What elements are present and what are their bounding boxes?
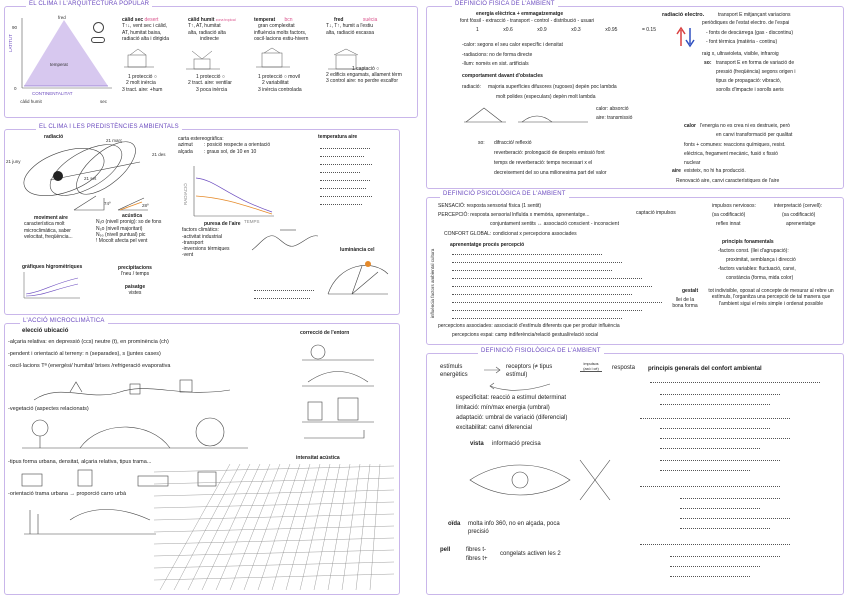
radiacio-line: molt polides (especulars) depèn molt lambda <box>496 94 596 100</box>
energia-heading: energia elèctrica + emmagatzematge <box>476 11 564 17</box>
aire-desc: Renovació aire, canvi característiques de l'aire <box>676 178 780 184</box>
section-title-climate-architecture: EL CLIMA I L'ARQUITECTURA POPULAR <box>26 1 152 9</box>
precip-block <box>110 265 160 296</box>
so-physical-line: transport E en forma de variació de <box>716 60 795 66</box>
climate-col-tag: zona tropical <box>215 18 236 22</box>
acustica-line: N₅o (nivell majoritari) <box>96 225 143 232</box>
efficiency-value: x0.9 <box>537 27 547 33</box>
climate-col-line: indirecte <box>200 35 219 42</box>
calor-desc: en canvi transformació per qualitat <box>716 132 793 138</box>
tri-label-fred: fred <box>58 15 66 20</box>
perception-notes <box>452 302 662 304</box>
principis-heading: principis fonamentals <box>722 239 774 245</box>
climate-col-line: T↓, T↑, humit a l'estiu <box>326 23 373 30</box>
interpretacio-sub: (sa codificació) <box>782 212 816 218</box>
principis-line: proximitat, semblança i direcció <box>726 257 796 263</box>
trama-sketch <box>20 500 160 540</box>
climate-col-note: 1 protecció ○ <box>196 74 225 80</box>
climate-col-heading: fred <box>334 17 344 23</box>
principis-line: -factors const. (llei d'agrupació): <box>718 248 789 254</box>
impulsos-tag: impulsos (axò i cé) <box>580 362 602 372</box>
aire-heading: aire <box>672 168 681 174</box>
raig-line: raig x, ultravioleta, visible, infraroig <box>702 51 779 57</box>
fonts-comuns: elèctrica, fregament mecànic, fusió x fissió <box>684 151 778 157</box>
acoustic-grid-line <box>370 464 380 590</box>
comportament-heading: comportament davant d'obstacles <box>462 73 543 79</box>
fonts-comuns: nuclear <box>684 160 701 166</box>
acoustic-grid-line <box>154 490 394 496</box>
correccio-heading: correcció de l'entorn <box>300 330 350 336</box>
principis-line: -factors variables: fluctuació, canvi, <box>718 266 796 272</box>
temp-aire-heading: temperatura aire <box>318 134 358 140</box>
acustica-line: N₉₀ (nivell puntual) pic <box>96 231 146 238</box>
acoustic-grid-line <box>230 464 280 590</box>
fonts-comuns: fonts + comunes: reaccions químiques, resist. <box>684 142 786 148</box>
principles-notes <box>640 544 790 546</box>
angle-label-74: 74º <box>104 201 111 206</box>
climate-col-note: 1 protecció ○ movil <box>258 74 300 80</box>
carta-alcada: alçada <box>178 148 193 155</box>
perception-notes <box>452 278 642 280</box>
principles-notes <box>660 448 760 450</box>
climate-col-note: 1 protecció ○ <box>128 74 157 80</box>
percepcio-line: PERCEPCIÓ: resposta sensorial lnfluïda x memòria, aprenentatge... <box>438 212 590 218</box>
temp-aire-notes <box>320 156 364 158</box>
acoustic-grid-line <box>154 574 394 580</box>
principles-notes <box>680 498 780 500</box>
efficiency-value: x0.6 <box>503 27 513 33</box>
climate-col-line: AT, humitat baixa, <box>122 29 162 36</box>
ubicacio-item: -pendent i orientació al terreny: n (separades), s (juntes cases) <box>8 351 161 357</box>
aprenentatge-heading: aprenentatge procés percepció <box>450 242 525 248</box>
precip-heading: precipitacions <box>118 265 152 271</box>
sensacio-line: SENSACIÓ: resposta sensorial física (1 sentit) <box>438 203 542 209</box>
climate-col-note: 3 tract. aire: +hum <box>122 86 163 93</box>
oida-desc: molta info 360, no en alçada, poca precisió <box>468 521 560 535</box>
puresa-line: -transport <box>182 239 204 246</box>
radiacio-electro-line: transport E mitjançant variacions <box>718 12 791 18</box>
vista-desc: informació precisa <box>492 441 541 447</box>
principles-notes <box>660 438 790 440</box>
climate-col-note: 3 inèrcia controlada <box>258 86 302 93</box>
impulsos-label: impulsos nerviosos: <box>712 203 756 209</box>
so-line: difracció/ reflexió <box>494 140 532 146</box>
ubicacio-item: -oscil·lacions Tª (energèsi/ humitat/ brises /refrigeració evaporativa <box>8 363 171 369</box>
section-title-psychological-definition: DEFINICIÓ PSICOLÒGICA DE L'AMBIENT <box>440 191 569 199</box>
climate-col-note: 2 tract. aire: ventilar <box>188 80 232 87</box>
higro-graph <box>22 272 82 302</box>
assoc-line: percepcions espai: camp indiferència/relació gestual/relació social <box>452 332 599 338</box>
principles-notes <box>680 528 770 530</box>
principis-generals-heading: principis generals del confort ambiental <box>648 366 762 372</box>
efficiency-value: x0.95 <box>605 27 618 33</box>
temp-aire-notes <box>320 148 370 150</box>
fisio-prop: limitació: mín/max energia (umbral) <box>456 405 550 411</box>
perception-notes <box>452 262 622 264</box>
acustica-line: ! Mocolt afecta pel vent <box>96 238 148 244</box>
principles-notes <box>640 486 780 488</box>
ubicacio-item: -vegetació (aspectes relacionats) <box>8 406 89 412</box>
so-physical-heading: so: <box>704 60 712 66</box>
pell-fibres: fibres t- <box>466 547 487 553</box>
aprenentatge-label: aprenentatge <box>786 221 816 227</box>
so-label: so: <box>478 140 485 146</box>
flow-arrow-icon <box>484 366 504 374</box>
acoustic-grid-line <box>314 464 340 590</box>
moviment-block <box>24 215 94 240</box>
calor-line: -radiacions: no de forma directe <box>462 52 533 58</box>
pell-heading: pell <box>440 547 451 553</box>
principles-notes <box>660 470 750 472</box>
principles-notes <box>670 556 780 558</box>
climate-col-heading: càlid humit <box>188 17 215 23</box>
gestalt-heading: gestalt <box>682 288 699 294</box>
calor-line: -calor: segons el seu calor específic i densitat <box>462 42 563 48</box>
angle-label-28: 28º <box>142 203 149 208</box>
climate-col-note: 2 molt inèrcia <box>126 80 156 87</box>
temperature-arrows-icon <box>676 26 696 48</box>
calor-line: -llum: només en sist. artificials <box>462 61 529 67</box>
eleccio-heading: elecció ubicació <box>22 328 69 334</box>
temp-aire-notes <box>320 196 372 198</box>
climate-col-line: T↑, AT, humitat <box>188 23 221 30</box>
axis-temps: TEMPS <box>244 219 260 224</box>
sun-label-marc: 21 març <box>106 138 123 143</box>
ubicacio-item: -alçaria relativa: en depressió (ccs) neutre (t), en prominència (ch) <box>8 339 169 345</box>
sun-label-juny: 21 juny <box>6 159 21 164</box>
resposta-label: resposta <box>612 365 636 371</box>
acoustic-grid-line <box>154 502 394 508</box>
carta-heading: carta estereogràfica: <box>178 136 224 142</box>
perception-notes <box>452 254 602 256</box>
climate-col-line: influència molts factors, <box>254 29 307 36</box>
acoustic-grid-line <box>154 562 394 568</box>
principles-notes <box>650 382 820 384</box>
principles-notes <box>660 460 780 462</box>
carta-azimut-desc: : posició respecte a orientació <box>204 142 271 149</box>
efficiency-value: = 0.15 <box>641 27 656 33</box>
ubicacio-item: -tipus forma urbana, densitat, alçaria relativa, tipus trama... <box>8 459 152 465</box>
principles-notes <box>660 428 770 430</box>
percepcio-line: conjuntament sentits ↔ associació conscient - inconscient <box>490 221 619 227</box>
correccio-sketches <box>298 338 378 448</box>
bottom-notes <box>254 290 314 292</box>
climate-col-line: radiació alta i dirigida <box>122 35 169 42</box>
so-line: decreixement del so una milionesima part del valor <box>494 170 607 176</box>
tri-label-calid-humit: càlid humit <box>20 99 42 104</box>
puresa-line: -inversions tèrmiques <box>182 246 230 252</box>
principles-notes <box>680 518 790 520</box>
principles-notes <box>660 404 770 406</box>
perception-notes <box>452 294 632 296</box>
radiation-time-graph <box>186 166 276 222</box>
microclimate-sketch <box>30 372 250 406</box>
acoustic-grid-line <box>202 464 260 590</box>
vegetation-sketch <box>20 414 250 454</box>
radiacio-line: majoria superfícies difusores (rugoses) depèn poc lambda <box>488 84 617 90</box>
so-line: reverberació: prolongació de després emissió font <box>494 150 605 156</box>
precip-line: l'neu / temps <box>120 271 150 278</box>
temp-aire-notes <box>320 180 370 182</box>
climate-col-note: 3 control aire: no perdre escalfor <box>326 78 398 85</box>
perception-notes <box>452 286 652 288</box>
section-title-physical-definition: DEFINICIÓ FÍSICA DE L'AMBIENT <box>452 1 558 9</box>
section-title-physiological-definition: DEFINICIÓ FISIOLÒGICA DE L'AMBIENT <box>478 348 604 356</box>
bottom-notes <box>254 298 310 300</box>
tri-axis-y90: 90 <box>12 25 18 30</box>
luminancia-diagram <box>322 254 392 300</box>
acoustic-grid-line <box>154 466 394 472</box>
principles-notes <box>640 418 790 420</box>
tri-label-temperat: temperat <box>50 62 68 67</box>
sun-label-des: 21 des <box>152 152 166 157</box>
calor-heading: calor <box>684 123 696 129</box>
temp-aire-notes <box>320 204 362 206</box>
gestalt-desc: tot indivisible, oposat al concepte de mesurar al rebre un estímuls, l'organitza una percepció de tal manera que l'ambient sigui el més simple i ordenat possible <box>708 288 834 307</box>
principis-line: constància (forma, mida color) <box>726 275 794 281</box>
building-sketches <box>122 47 412 77</box>
acustica-heading: acústica <box>122 213 143 219</box>
carta-block <box>178 136 298 155</box>
graf-higro-heading: gràfiques higromètriques <box>22 264 83 270</box>
tri-axis-y0: 0 <box>14 86 17 91</box>
radiacio-electro-line: periòdiques de l'estat electro. de l'espai <box>702 20 790 26</box>
acustica-block <box>96 213 176 244</box>
temp-aire-notes <box>320 172 360 174</box>
acoustic-intensity-chart <box>150 462 396 592</box>
efficiency-value: x0.3 <box>571 27 581 33</box>
climate-col-note: 2 edificis engamats, allament tèrm <box>326 72 402 78</box>
carta-azimut: azimut <box>178 142 193 149</box>
puresa-line: -activitat industrial <box>182 233 223 240</box>
acoustic-grid-line <box>154 514 394 520</box>
intensitat-heading: intensitat acústica <box>296 455 340 461</box>
oida-heading: oïda <box>448 521 461 527</box>
acoustic-grid-line <box>154 538 394 544</box>
feedback-arrow-icon <box>486 380 556 394</box>
climate-col-note: 3 poca inèrcia <box>196 86 228 93</box>
luminancia-heading: luminància cel <box>340 247 375 253</box>
axis-radiacio: RADIACIÓ <box>183 183 188 205</box>
fisio-prop: adaptació: umbral de variació (diferencial) <box>456 415 568 421</box>
vista-heading: vista <box>470 441 484 447</box>
estimuls-label: estímuls energètics <box>440 364 468 378</box>
puresa-heading: puresa de l'aire <box>204 221 241 227</box>
radiacio-electro-heading: radiació electro. <box>662 12 705 18</box>
principles-notes <box>670 576 750 578</box>
captacio-label: captació impulsos <box>636 210 676 216</box>
fisio-prop: excitabilitat: canvi diferencial <box>456 425 533 431</box>
radiacio-heading: radiació <box>44 134 64 140</box>
carta-alcada-desc: : graus sol, de 10 en 10 <box>204 148 257 155</box>
so-physical-line: pressió (freqüència) segons origen i <box>716 69 796 75</box>
puresa-block <box>182 221 248 259</box>
temp-aire-notes <box>320 164 372 166</box>
sun-label-set: 21 set <box>84 176 97 181</box>
tri-axis-ylabel: LATITUT <box>8 34 13 52</box>
so-physical-line: tipus de propagació: vibració, <box>716 78 782 84</box>
moviment-heading: moviment aire <box>34 215 68 221</box>
moviment-line: microclimàtica, saber <box>24 227 71 234</box>
impulsos-sub: (sa codificació) <box>712 212 746 218</box>
calor-absorcio: calor: absorció <box>596 106 629 112</box>
perception-notes <box>452 270 612 272</box>
paisatge-heading: paisatge <box>124 283 146 290</box>
so-line: temps de reverberació: temps necessari x el <box>494 160 593 166</box>
sun-icon <box>93 22 104 33</box>
climate-col-line: oscil·lacions estiu-hivern <box>254 35 309 42</box>
interpretacio-label: interpretació (cervell): <box>774 203 823 209</box>
climate-col-note: 2 variabilitat <box>262 80 289 87</box>
efficiency-row <box>476 27 656 33</box>
aire-desc: existeix, no hi ha producció. <box>684 168 746 174</box>
climate-col-tag: desert <box>144 17 159 23</box>
cloud-icon <box>91 37 105 43</box>
climate-col-line: alta, radiació alta <box>188 29 226 36</box>
tri-label-sec: sec <box>100 99 108 104</box>
climate-col-note: 1 captació ○ <box>352 65 380 72</box>
fisio-prop: especificitat: reacció a estímul determinat <box>456 395 567 401</box>
reflex-label: reflex innat <box>716 221 741 227</box>
climate-col-line: gran complexitat <box>258 23 295 30</box>
acoustic-grid-line <box>174 464 240 590</box>
acoustic-grid-line <box>154 526 394 532</box>
principles-notes <box>680 508 760 510</box>
aire-transmissio: aire: transmissió <box>596 115 633 121</box>
perception-notes <box>452 318 622 320</box>
acoustic-grid-line <box>244 464 290 590</box>
paisatge-line: vistes <box>128 289 142 296</box>
climate-col-heading: càlid sec <box>122 17 144 23</box>
section-title-climate-predispositions: EL CLIMA I LES PREDISTÈNCIES AMBIENTALS <box>36 124 182 132</box>
acustica-line: N₁o (nivell pronig): so de fons <box>96 219 162 226</box>
energia-chain: font fòssil - extracció - transport - control - distribució - usuari <box>460 18 595 24</box>
tri-axis-xlabel: CONTINENTALITAT <box>32 91 73 96</box>
acoustic-grid-line <box>216 464 270 590</box>
inversion-sketch <box>250 224 320 254</box>
fonts-line: - fonts de descàrrega (gas - discontinu) <box>706 30 793 36</box>
receptors-label: receptors (≠ tipus estímul) <box>506 364 553 378</box>
climate-col-heading: temperat <box>254 17 276 23</box>
puresa-line: factors climàtics: <box>182 227 219 234</box>
ubicacio-item: -orientació trama urbana → proporció carro urbà <box>8 491 127 497</box>
acoustic-grid-line <box>258 464 300 590</box>
puresa-line: -vent <box>182 252 194 259</box>
climate-col-tag: suècia <box>362 17 378 23</box>
so-physical-line: sorolls d'impacte i sorolls aeris <box>716 87 784 93</box>
calor-desc: l'energia no es crea ni es destrueix, però <box>700 123 790 129</box>
section-title-microclimatic-action: L'ACCIÓ MICROCLIMÀTICA <box>20 318 108 326</box>
pell-fibres: fibres t+ <box>466 556 488 562</box>
principles-notes <box>660 394 780 396</box>
acoustic-grid-line <box>154 550 394 556</box>
temp-aire-notes <box>320 188 366 190</box>
gestalt-title: llei de la bona forma <box>672 297 698 310</box>
climate-col-line: alta, radiació escassa <box>326 29 375 36</box>
moviment-line: característica molt <box>24 221 65 228</box>
efficiency-value: 1 <box>476 27 479 33</box>
fonts-line: - font tèrmica (matèria - continu) <box>706 39 778 45</box>
radiacio-label: radiació: <box>462 84 481 90</box>
climate-col-line: T↑↓, vent sec i càlid, <box>122 23 168 30</box>
climate-col-tag: bcn <box>284 17 293 23</box>
confort-line: CONFORT GLOBAL: condicionat x percepcions associades <box>444 231 577 237</box>
eye-diagram <box>460 450 620 510</box>
influencia-vertical: influència factors ambiental cultura <box>430 248 435 318</box>
perception-notes <box>452 310 642 312</box>
reflection-sketch <box>462 100 592 130</box>
assoc-line: percepcions associades: associació d'estímuls diferents que per produir influència <box>438 323 620 329</box>
pell-desc: congelats activen les 2 <box>500 551 561 557</box>
moviment-line: velocitat, freqüència... <box>24 233 73 240</box>
principles-notes <box>670 566 760 568</box>
